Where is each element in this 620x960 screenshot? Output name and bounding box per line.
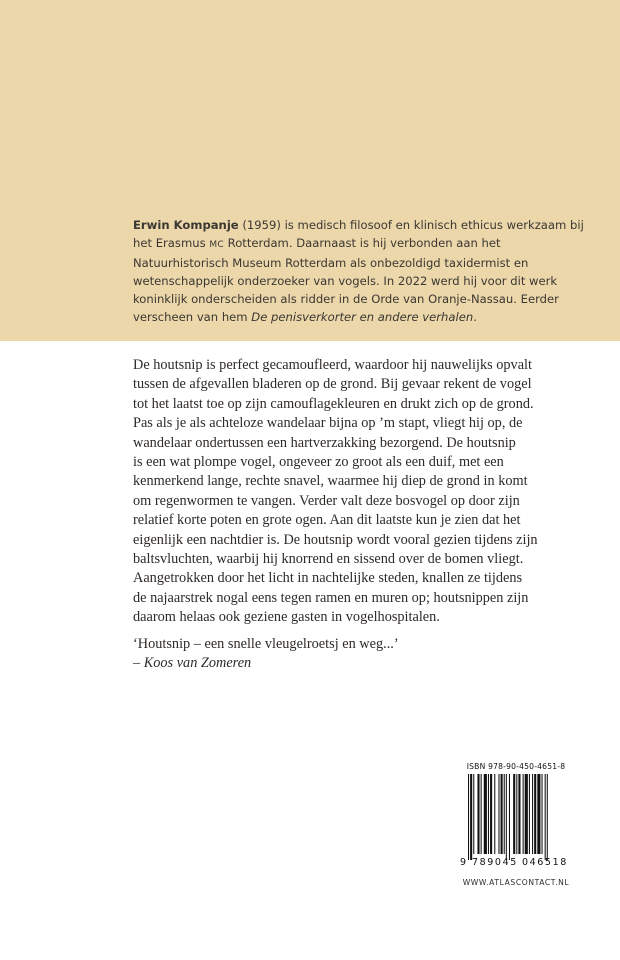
barcode-bar (542, 774, 543, 854)
barcode-bar (525, 774, 528, 854)
barcode-bar (518, 774, 520, 854)
barcode-bar (523, 774, 524, 854)
blurb-line: de najaarstrek nogal eens tegen ramen en muren op; houtsnippen zijn (133, 589, 529, 606)
barcode-bar (498, 774, 499, 854)
blurb-line: eigenlijk een nachtdier is. De houtsnip wordt vooral gezien tijdens zijn (133, 531, 538, 548)
blurb-line: De houtsnip is perfect gecamoufleerd, waardoor hij nauwelijks opvalt (133, 357, 532, 373)
author-name: Erwin Kompanje (133, 218, 239, 232)
barcode-bar (509, 774, 510, 860)
quote-attribution: – Koos van Zomeren (133, 655, 252, 672)
barcode-icon (464, 774, 568, 860)
barcode-bar (529, 774, 530, 854)
blurb-line: wandelaar ondertussen een hartverzakking bezorgend. De houtsnip (133, 434, 516, 451)
isbn-barcode (460, 762, 572, 882)
blurb-line: kenmerkend lange, rechte snavel, waarmee hij diep de grond in komt (133, 473, 528, 490)
author-bio (133, 216, 593, 326)
quote-text: ‘Houtsnip – een snelle vleugelroetsj en weg...’ (133, 636, 399, 652)
barcode-digits-left: 789045 (472, 857, 518, 868)
barcode-bar (490, 774, 492, 854)
barcode-bar (532, 774, 533, 854)
barcode-bar (473, 774, 474, 854)
blurb-line: is een wat plompe vogel, ongeveer zo groot als een duif, met een (133, 454, 504, 471)
barcode-bar (477, 774, 479, 854)
isbn-label: ISBN 978-90-450-4651-8 (466, 762, 566, 771)
barcode-bar (470, 774, 472, 860)
quote-block (133, 635, 609, 674)
blurb-line: relatief korte poten en grote ogen. Aan dit laatste kun je zien dat het (133, 512, 521, 529)
barcode-bar (506, 774, 507, 860)
barcode-bar (513, 774, 515, 854)
barcode-bar (481, 774, 482, 854)
blurb-text (133, 356, 609, 628)
barcode-bar (547, 774, 548, 860)
barcode-bar (537, 774, 540, 854)
blurb-line: Pas als je als achteloze wandelaar bijna op ’m stapt, vliegt hij op, de (133, 415, 523, 432)
barcode-bar (501, 774, 503, 854)
barcode-bar (504, 774, 505, 854)
bio-small-caps: MC (209, 240, 224, 250)
barcode-bar (488, 774, 489, 854)
blurb-line: daarom helaas ook geziene gasten in vogelhospitalen. (133, 609, 440, 626)
blurb-line: tussen de afgevallen bladeren op de grond. Bij gevaar rekent de vogel (133, 376, 532, 393)
publisher-website: WWW.ATLASCONTACT.NL (462, 878, 570, 887)
blurb-line: om regenwormen te vangen. Verder valt deze bosvogel op door zijn (133, 492, 520, 509)
barcode-bar (534, 774, 536, 854)
bio-text-end: . (473, 310, 477, 324)
bio-text-1: (1959) is medisch filosoof en klinisch ethicus werkzaam bij het Erasmus (133, 218, 584, 250)
barcode-bar (494, 774, 495, 854)
barcode-digits-right: 046518 (522, 857, 568, 868)
blurb-line: Aangetrokken door het licht in nachtelijke steden, knallen ze tijdens (133, 570, 523, 587)
blurb-line: tot het laatst toe op zijn camouflagekleuren en drukt zich op de grond. (133, 395, 534, 412)
barcode-bar (516, 774, 517, 854)
barcode-bar (468, 774, 469, 860)
blurb-line: baltsvluchten, waarbij hij knorrend en sissend over de bomen vliegt. (133, 551, 524, 568)
previous-book-title: De penisverkorter en andere verhalen (251, 310, 474, 324)
bio-text-2: Rotterdam. Daarnaast is hij verbonden aan het Natuurhistorisch Museum Rotterdam als onbezoldigd taxidermist en wetenschappelijk onderzoeker van vogels. In 2022 werd hij voor dit werk koninklijk onderscheiden als ridder in de Orde van Oranje-Nassau. Eerder verscheen van hem (133, 236, 559, 324)
barcode-digit-first: 9 (460, 857, 468, 868)
barcode-bar (545, 774, 546, 860)
barcode-bar (484, 774, 487, 854)
